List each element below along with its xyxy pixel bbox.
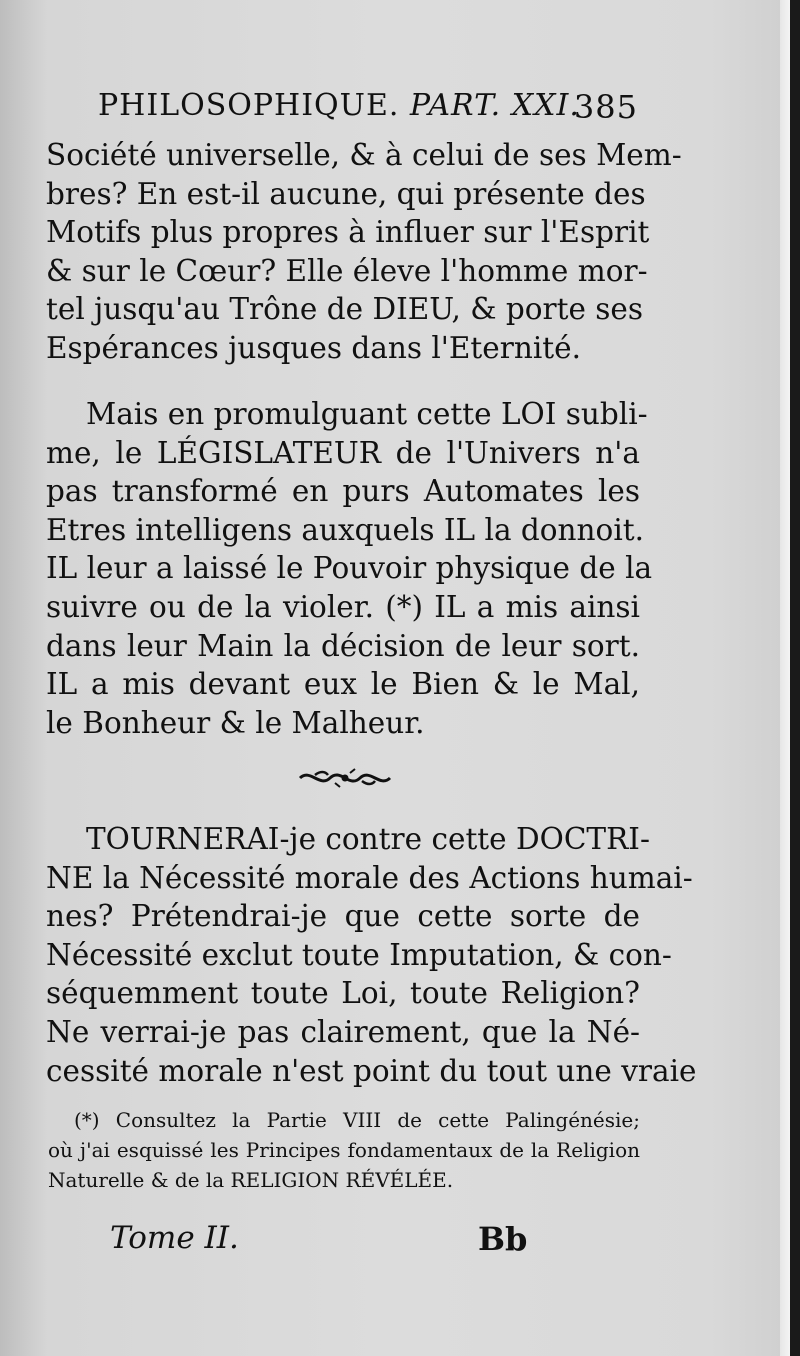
text-line: Motifs plus propres à influer sur l'Esprit xyxy=(46,215,650,250)
footnote-line: où j'ai esquissé les Principes fondamentaux de la Religion xyxy=(48,1138,640,1162)
text-line: TOURNERAI-je contre cette DOCTRI- xyxy=(86,822,650,856)
text-line: cessité morale n'est point du tout une vraie xyxy=(46,1053,697,1088)
text-line: Société universelle, & à celui de ses Mem- xyxy=(46,138,682,172)
text-line: pas transformé en purs Automates les xyxy=(46,474,640,509)
text-line: IL leur a laissé le Pouvoir physique de la xyxy=(46,551,653,586)
text-line: IL a mis devant eux le Bien & le Mal, xyxy=(46,667,640,702)
text-line: le Bonheur & le Malheur. xyxy=(46,705,425,740)
running-header xyxy=(98,88,638,138)
text-line: nes? Prétendrai-je que cette sorte de xyxy=(46,899,640,934)
paragraph-2 xyxy=(46,395,653,742)
text-line: Nécessité exclut toute Imputation, & con- xyxy=(46,937,672,972)
text-line: Ne verrai-je pas clairement, que la Né- xyxy=(46,1014,640,1049)
text-line: suivre ou de la violer. (*) IL a mis ainsi xyxy=(46,589,640,624)
text-line: bres? En est-il aucune, qui présente des xyxy=(46,176,646,211)
text-line: me, le LÉGISLATEUR de l'Univers n'a xyxy=(46,435,640,470)
volume-label: Tome II. xyxy=(110,1220,239,1256)
footnote xyxy=(48,1105,640,1195)
part-label: PART. XXI. xyxy=(409,88,580,123)
text-line: dans leur Main la décision de leur sort. xyxy=(46,628,640,663)
text-line: Mais en promulguant cette LOI subli- xyxy=(86,397,648,431)
paragraph-1 xyxy=(46,136,682,368)
footnote-line: Naturelle & de la RELIGION RÉVÉLÉE. xyxy=(48,1168,454,1192)
text-line: Espérances jusques dans l'Eternité. xyxy=(46,330,581,365)
text-line: Etres intelligens auxquels IL la donnoit. xyxy=(46,512,644,547)
page-edge xyxy=(780,0,790,1356)
footnote-line: (*) Consultez la Partie VIII de cette Palingénésie; xyxy=(74,1108,640,1132)
text-line: & sur le Cœur? Elle éleve l'homme mor- xyxy=(46,253,648,288)
text-line: NE la Nécessité morale des Actions humai- xyxy=(46,860,693,895)
text-line: séquemment toute Loi, toute Religion? xyxy=(46,976,640,1011)
text-line: tel jusqu'au Trône de DIEU, & porte ses xyxy=(46,292,644,327)
page-number: 385 xyxy=(573,88,638,126)
fleuron-ornament-icon xyxy=(295,763,395,793)
paragraph-3 xyxy=(46,820,697,1090)
signature-mark: Bb xyxy=(478,1220,528,1258)
running-title: PHILOSOPHIQUE. xyxy=(98,88,400,123)
